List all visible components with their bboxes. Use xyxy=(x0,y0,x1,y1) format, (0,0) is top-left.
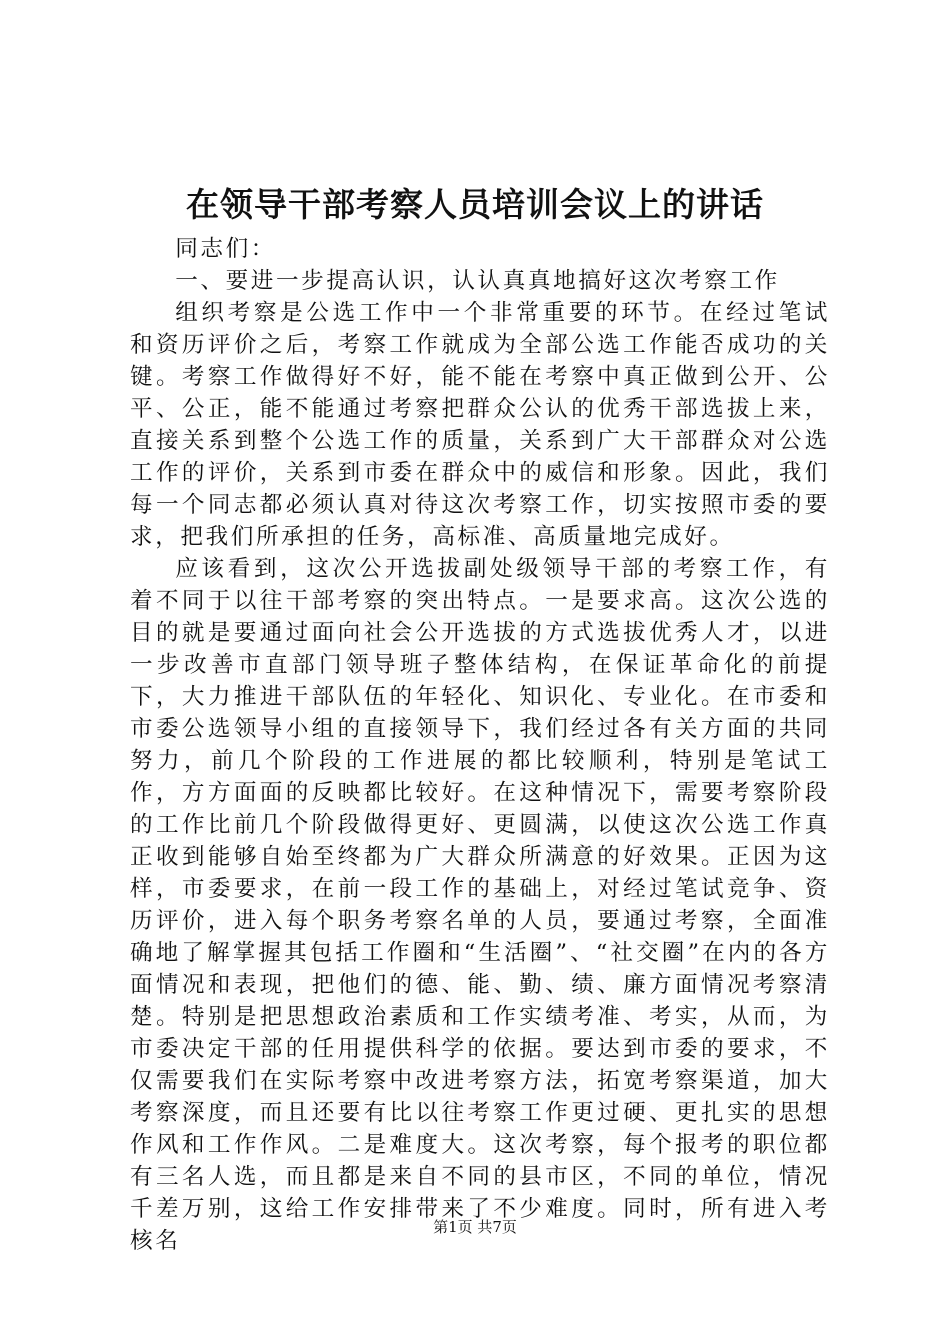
section-heading: 一、要进一步提高认识，认认真真地搞好这次考察工作 xyxy=(175,268,780,294)
document-title: 在领导干部考察人员培训会议上的讲话 xyxy=(186,185,764,224)
paragraph: 组织考察是公选工作中一个非常重要的环节。在经过笔试和资历评价之后，考察工作就成为全部公选工作能否成功的关键。考察工作做得好不好，能不能在考察中真正做到公开、公平、公正，能不能通过考察把群众公认的优秀干部选拔上来，直接关系到整个公选工作的质量，关系到广大干部群众对公选工作的评价，关系到市委在群众中的威信和形象。因此，我们每一个同志都必须认真对待这次考察工作，切实按照市委的要求，把我们所承担的任务，高标准、高质量地完成好。 xyxy=(130,300,830,550)
document-body xyxy=(130,233,830,1257)
salutation: 同志们： xyxy=(175,236,276,262)
paragraph: 应该看到，这次公开选拔副处级领导干部的考察工作，有着不同于以往干部考察的突出特点。一是要求高。这次公选的目的就是要通过面向社会公开选拔的方式选拔优秀人才，以进一步改善市直部门领导班子整体结构，在保证革命化的前提下，大力推进干部队伍的年轻化、知识化、专业化。在市委和市委公选领导小组的直接领导下，我们经过各有关方面的共同努力，前几个阶段的工作进展的都比较顺利，特别是笔试工作，方方面面的反映都比较好。在这种情况下，需要考察阶段的工作比前几个阶段做得更好、更圆满，以使这次公选工作真正收到能够自始至终都为广大群众所满意的好效果。正因为这样，市委要求，在前一段工作的基础上，对经过笔试竞争、资历评价，进入每个职务考察名单的人员，要通过考察，全面准确地了解掌握其包括工作圈和“生活圈”、“社交圈”在内的各方面情况和表现，把他们的德、能、勤、绩、廉方面情况考察清楚。特别是把思想政治素质和工作实绩考准、考实，从而，为市委决定干部的任用提供科学的依据。要达到市委的要求，不仅需要我们在实际考察中改进考察方法，拓宽考察渠道，加大考察深度，而且还要有比以往考察工作更过硬、更扎实的思想作风和工作作风。二是难度大。这次考察，每个报考的职位都有三名人选，而且都是来自不同的县市区，不同的单位，情况千差万别，这给工作安排带来了不少难度。同时，所有进入考核名 xyxy=(130,556,830,1254)
page-indicator: 第1页 共7页 xyxy=(433,1218,517,1236)
